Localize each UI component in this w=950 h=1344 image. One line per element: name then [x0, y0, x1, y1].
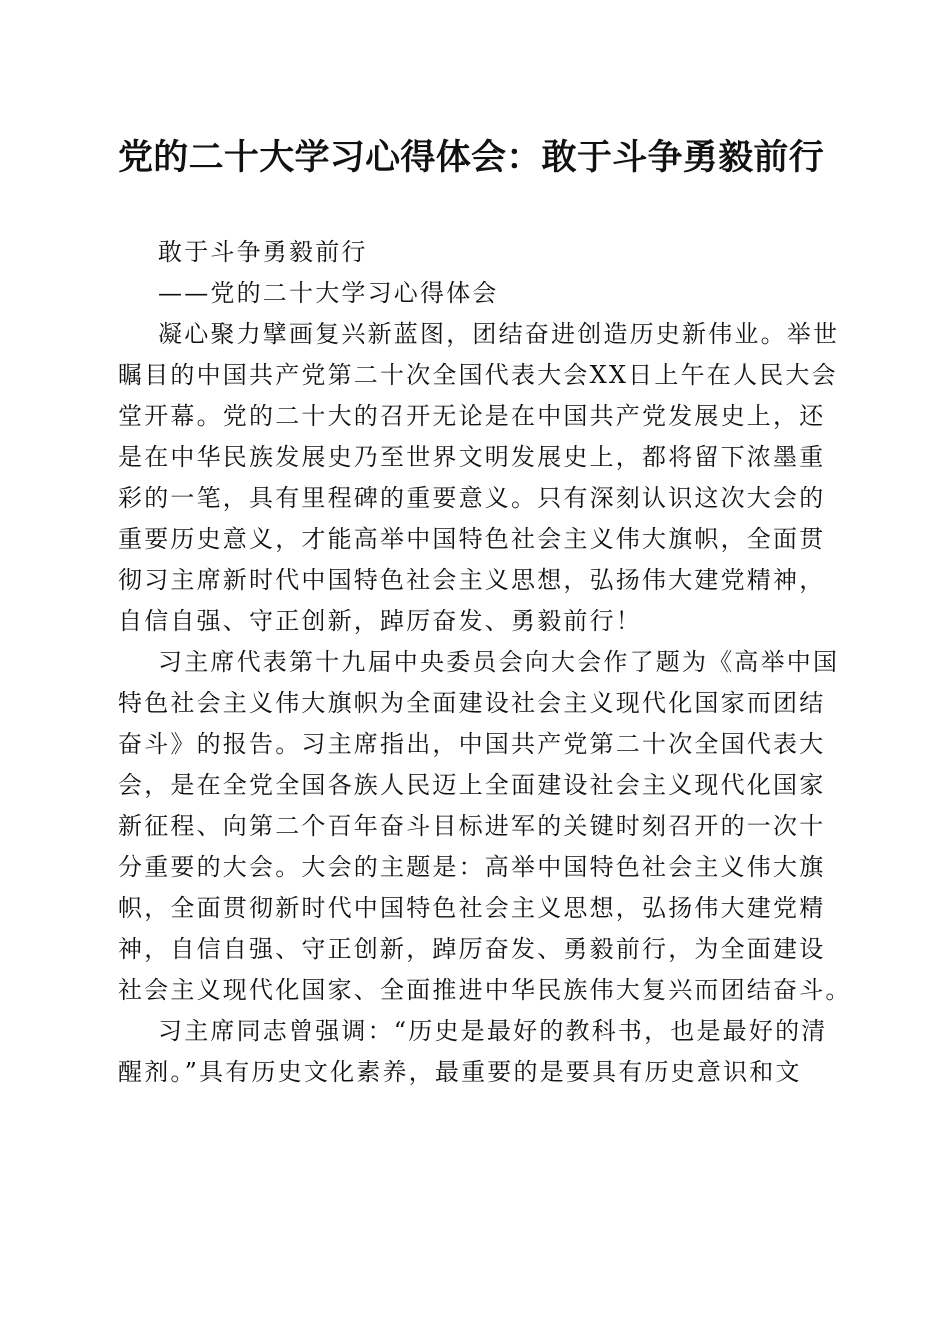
text-line: 奋斗》的报告。习主席指出，中国共产党第二十次全国代表大 — [118, 730, 826, 758]
text-line: 特色社会主义伟大旗帜为全面建设社会主义现代化国家而团结 — [118, 689, 826, 717]
text-line: 习主席同志曾强调：“历史是最好的教科书，也是最好的清 — [158, 1017, 828, 1045]
text-line: ——党的二十大学习心得体会 — [158, 279, 499, 307]
text-line: 社会主义现代化国家、全面推进中华民族伟大复兴而团结奋斗。 — [118, 976, 852, 1004]
text-line: 醒剂。”具有历史文化素养，最重要的是要具有历史意识和文 — [118, 1058, 802, 1086]
text-line: 彻习主席新时代中国特色社会主义思想，弘扬伟大建党精神， — [118, 566, 826, 594]
text-line: 堂开幕。党的二十大的召开无论是在中国共产党发展史上，还 — [118, 402, 826, 430]
text-line: 新征程、向第二个百年奋斗目标进军的关键时刻召开的一次十 — [118, 812, 826, 840]
document-title: 党的二十大学习心得体会：敢于斗争勇毅前行 — [118, 137, 825, 178]
text-line: 重要历史意义，才能高举中国特色社会主义伟大旗帜，全面贯 — [118, 525, 826, 553]
text-line: 凝心聚力擘画复兴新蓝图，团结奋进创造历史新伟业。举世 — [158, 320, 840, 348]
text-line: 习主席代表第十九届中央委员会向大会作了题为《高举中国 — [158, 648, 840, 676]
text-line: 彩的一笔，具有里程碑的重要意义。只有深刻认识这次大会的 — [118, 484, 826, 512]
text-line: 敢于斗争勇毅前行 — [158, 238, 368, 266]
text-line: 自信自强、守正创新，踔厉奋发、勇毅前行！ — [118, 607, 642, 635]
text-line: 瞩目的中国共产党第二十次全国代表大会XX日上午在人民大会 — [118, 361, 838, 389]
text-line: 分重要的大会。大会的主题是：高举中国特色社会主义伟大旗 — [118, 853, 826, 881]
text-line: 是在中华民族发展史乃至世界文明发展史上，都将留下浓墨重 — [118, 443, 826, 471]
text-line: 会，是在全党全国各族人民迈上全面建设社会主义现代化国家 — [118, 771, 826, 799]
text-line: 神，自信自强、守正创新，踔厉奋发、勇毅前行，为全面建设 — [118, 935, 826, 963]
text-line: 帜，全面贯彻新时代中国特色社会主义思想，弘扬伟大建党精 — [118, 894, 826, 922]
document-body — [118, 232, 852, 1093]
